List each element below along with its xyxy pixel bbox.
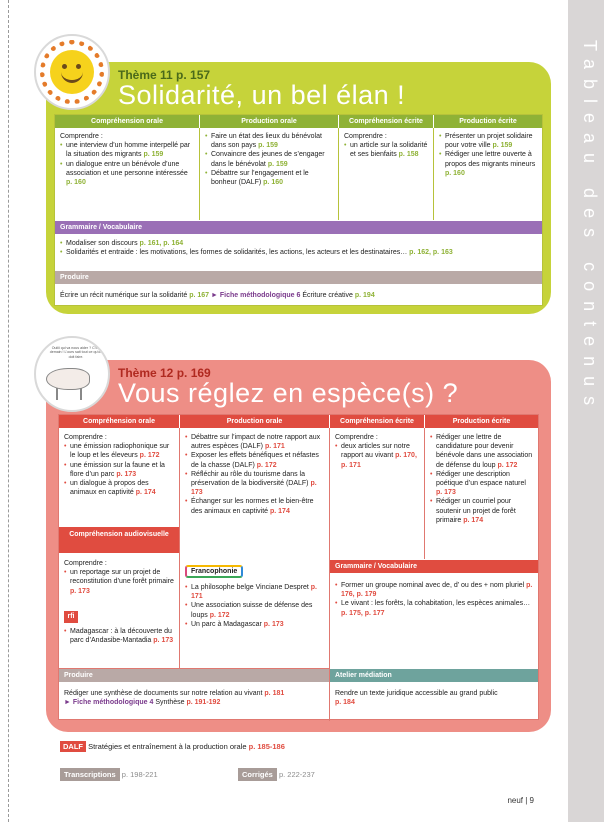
t12-produce-header: Produire	[59, 669, 329, 682]
list-item: • Débattre sur l’engagement et le bonheur (DALF) p. 160	[205, 169, 333, 187]
list-item: • Exposer les effets bénéfiques et néfastes de la chasse (DALF) p. 172	[185, 451, 325, 469]
transcriptions-tag: Transcriptions	[60, 768, 120, 781]
list-item: • un dialogue à propos des animaux en captivité p. 174	[64, 479, 176, 497]
theme-12-table	[58, 414, 539, 720]
header-production-orale: Production orale	[180, 415, 329, 428]
theme-12-number: Thème 12 p. 169	[118, 366, 211, 380]
list-item: • Échanger sur les normes et le bien-être des animaux en captivité p. 174	[185, 497, 325, 515]
corriges-tag: Corrigés	[238, 768, 277, 781]
header-comprehension-ecrite: Compréhension écrite	[339, 115, 433, 128]
dalf-tag: DALF	[60, 741, 86, 752]
theme-11-block	[46, 62, 551, 314]
logo-caption: Ouiiii qui va nous aider ? C’est demain ! L’ours sait tout ce qu’on doit faire.	[49, 346, 103, 359]
list-item: • un article sur la solidarité et ses bienfaits p. 158	[344, 141, 428, 159]
t12-grammar-cell	[335, 581, 535, 618]
theme-12-logo	[34, 336, 110, 412]
list-item: • une émission radiophonique sur le loup et les éleveurs p. 172	[64, 442, 176, 460]
t11-produce-cell: Écrire un récit numérique sur la solidarité p. 167 ► Fiche méthodologique 6 Écriture créative p. 194	[60, 292, 375, 299]
list-item: • Réfléchir au rôle du tourisme dans la préservation de la biodiversité (DALF) p. 173	[185, 470, 325, 498]
cut-line	[8, 0, 9, 822]
list-item: • La philosophe belge Vinciane Despret p. 171	[185, 583, 325, 601]
t11-pe-cell	[439, 132, 539, 178]
corriges-line: Corrigés p. 222-237	[238, 768, 315, 781]
t11-po-cell	[205, 132, 333, 187]
list-item: • Le vivant : les forêts, la cohabitation, les espèces animales… p. 175, p. 177	[335, 599, 535, 617]
theme-11-logo	[34, 34, 110, 110]
dalf-line: DALF Stratégies et entraînement à la production orale p. 185-186	[60, 741, 285, 752]
header-comprehension-orale: Compréhension orale	[59, 415, 179, 428]
list-item: • une interview d’un homme interpellé par la situation des migrants p. 159	[60, 141, 194, 159]
t11-grammar-header: Grammaire / Vocabulaire	[55, 221, 542, 234]
theme-11-table	[54, 114, 543, 306]
list-item: • Rédiger une lettre ouverte à propos des migrants mineurs p. 160	[439, 150, 539, 178]
list-item: • Former un groupe nominal avec de, d’ ou des + nom pluriel p. 176, p. 179	[335, 581, 535, 599]
list-item: • Modaliser son discours p. 161, p. 164	[60, 239, 538, 248]
t12-franco-cell	[185, 583, 325, 629]
t12-ce-cell: Comprendre : • deux articles sur notre rapport au vivant p. 170, p. 171	[335, 433, 421, 470]
side-label: Tableau des contenus	[580, 40, 600, 416]
list-item: • Convaincre des jeunes de s’engager dans le bénévolat p. 159	[205, 150, 333, 168]
list-item: • deux articles sur notre rapport au vivant p. 170, p. 171	[335, 442, 421, 470]
list-item: • une émission sur la faune et la flore d’un parc p. 173	[64, 461, 176, 479]
transcriptions-line: Transcriptions p. 198-221	[60, 768, 158, 781]
list-item: • Rédiger une lettre de candidature pour devenir bénévole dans une association de défense du loup p. 172	[430, 433, 534, 470]
header-production-orale: Production orale	[200, 115, 338, 128]
francophonie-label: Francophonie	[185, 565, 243, 578]
list-item: • Solidarités et entraide : les motivations, les formes de solidarités, les actions, les acteurs et les destinataires… p. 162, p. 163	[60, 248, 538, 257]
list-item: • Rédiger un courriel pour soutenir un projet de forêt primaire p. 174	[430, 497, 534, 525]
list-item: • Un parc à Madagascar p. 173	[185, 620, 325, 629]
rfi-logo: rfi	[64, 611, 78, 623]
t12-rfi-cell	[64, 627, 176, 645]
t12-atelier-cell: Rendre un texte juridique accessible au grand public p. 184	[335, 690, 498, 707]
header-production-ecrite: Production écrite	[425, 415, 538, 428]
t12-cav-cell: Comprendre : • un reportage sur un projet de reconstitution d’une forêt primaire p. 173	[64, 559, 176, 596]
header-comprehension-orale: Compréhension orale	[55, 115, 199, 128]
t11-grammar-cell	[60, 239, 538, 257]
t11-ce-cell: Comprendre : • un article sur la solidarité et ses bienfaits p. 158	[344, 132, 428, 160]
theme-11-title: Solidarité, un bel élan !	[118, 80, 406, 110]
t12-produce-cell: Rédiger une synthèse de documents sur notre relation au vivant p. 181 ► Fiche méthodologique 4 Synthèse p. 191-192	[64, 690, 285, 707]
t12-po-cell	[185, 433, 325, 516]
list-item: • Madagascar : à la découverte du parc d’Andasibe-Mantadia p. 173	[64, 627, 176, 645]
side-band	[568, 0, 604, 822]
header-comprehension-ecrite: Compréhension écrite	[330, 415, 424, 428]
list-item: • Rédiger une description poétique d’un espace naturel p. 173	[430, 470, 534, 498]
list-item: • un dialogue entre un bénévole d’une association et une personne intéressée p. 160	[60, 160, 194, 188]
t12-pe-cell	[430, 433, 534, 525]
theme-12-block	[46, 360, 551, 732]
theme-12-title: Vous réglez en espèce(s) ?	[118, 378, 459, 408]
theme-11-number: Thème 11 p. 157	[118, 68, 211, 82]
header-comprehension-audiovisuelle: Compréhension audiovisuelle	[59, 527, 179, 553]
header-production-ecrite: Production écrite	[434, 115, 542, 128]
t11-produce-header: Produire	[55, 271, 542, 284]
t11-co-cell: Comprendre : • une interview d’un homme interpellé par la situation des migrants p. 159 • un dialogue entre un bénévole d’une association et une personne intéressée p. 160	[60, 132, 194, 187]
list-item: • Faire un état des lieux du bénévolat dans son pays p. 159	[205, 132, 333, 150]
list-item: • Présenter un projet solidaire pour votre ville p. 159	[439, 132, 539, 150]
t12-grammar-header: Grammaire / Vocabulaire	[330, 560, 538, 573]
list-item: • Une association suisse de défense des loups p. 172	[185, 601, 325, 619]
list-item: • Débattre sur l’impact de notre rapport aux autres espèces (DALF) p. 171	[185, 433, 325, 451]
t12-atelier-header: Atelier médiation	[330, 669, 538, 682]
page-number: neuf | 9	[507, 796, 534, 805]
t12-co-cell: Comprendre : • une émission radiophonique sur le loup et les éleveurs p. 172 • une émission sur la faune et la flore d’un parc p. 173 • un dialogue à propos des animaux en captivité p. 174	[64, 433, 176, 497]
list-item: • un reportage sur un projet de reconstitution d’une forêt primaire p. 173	[64, 568, 176, 596]
